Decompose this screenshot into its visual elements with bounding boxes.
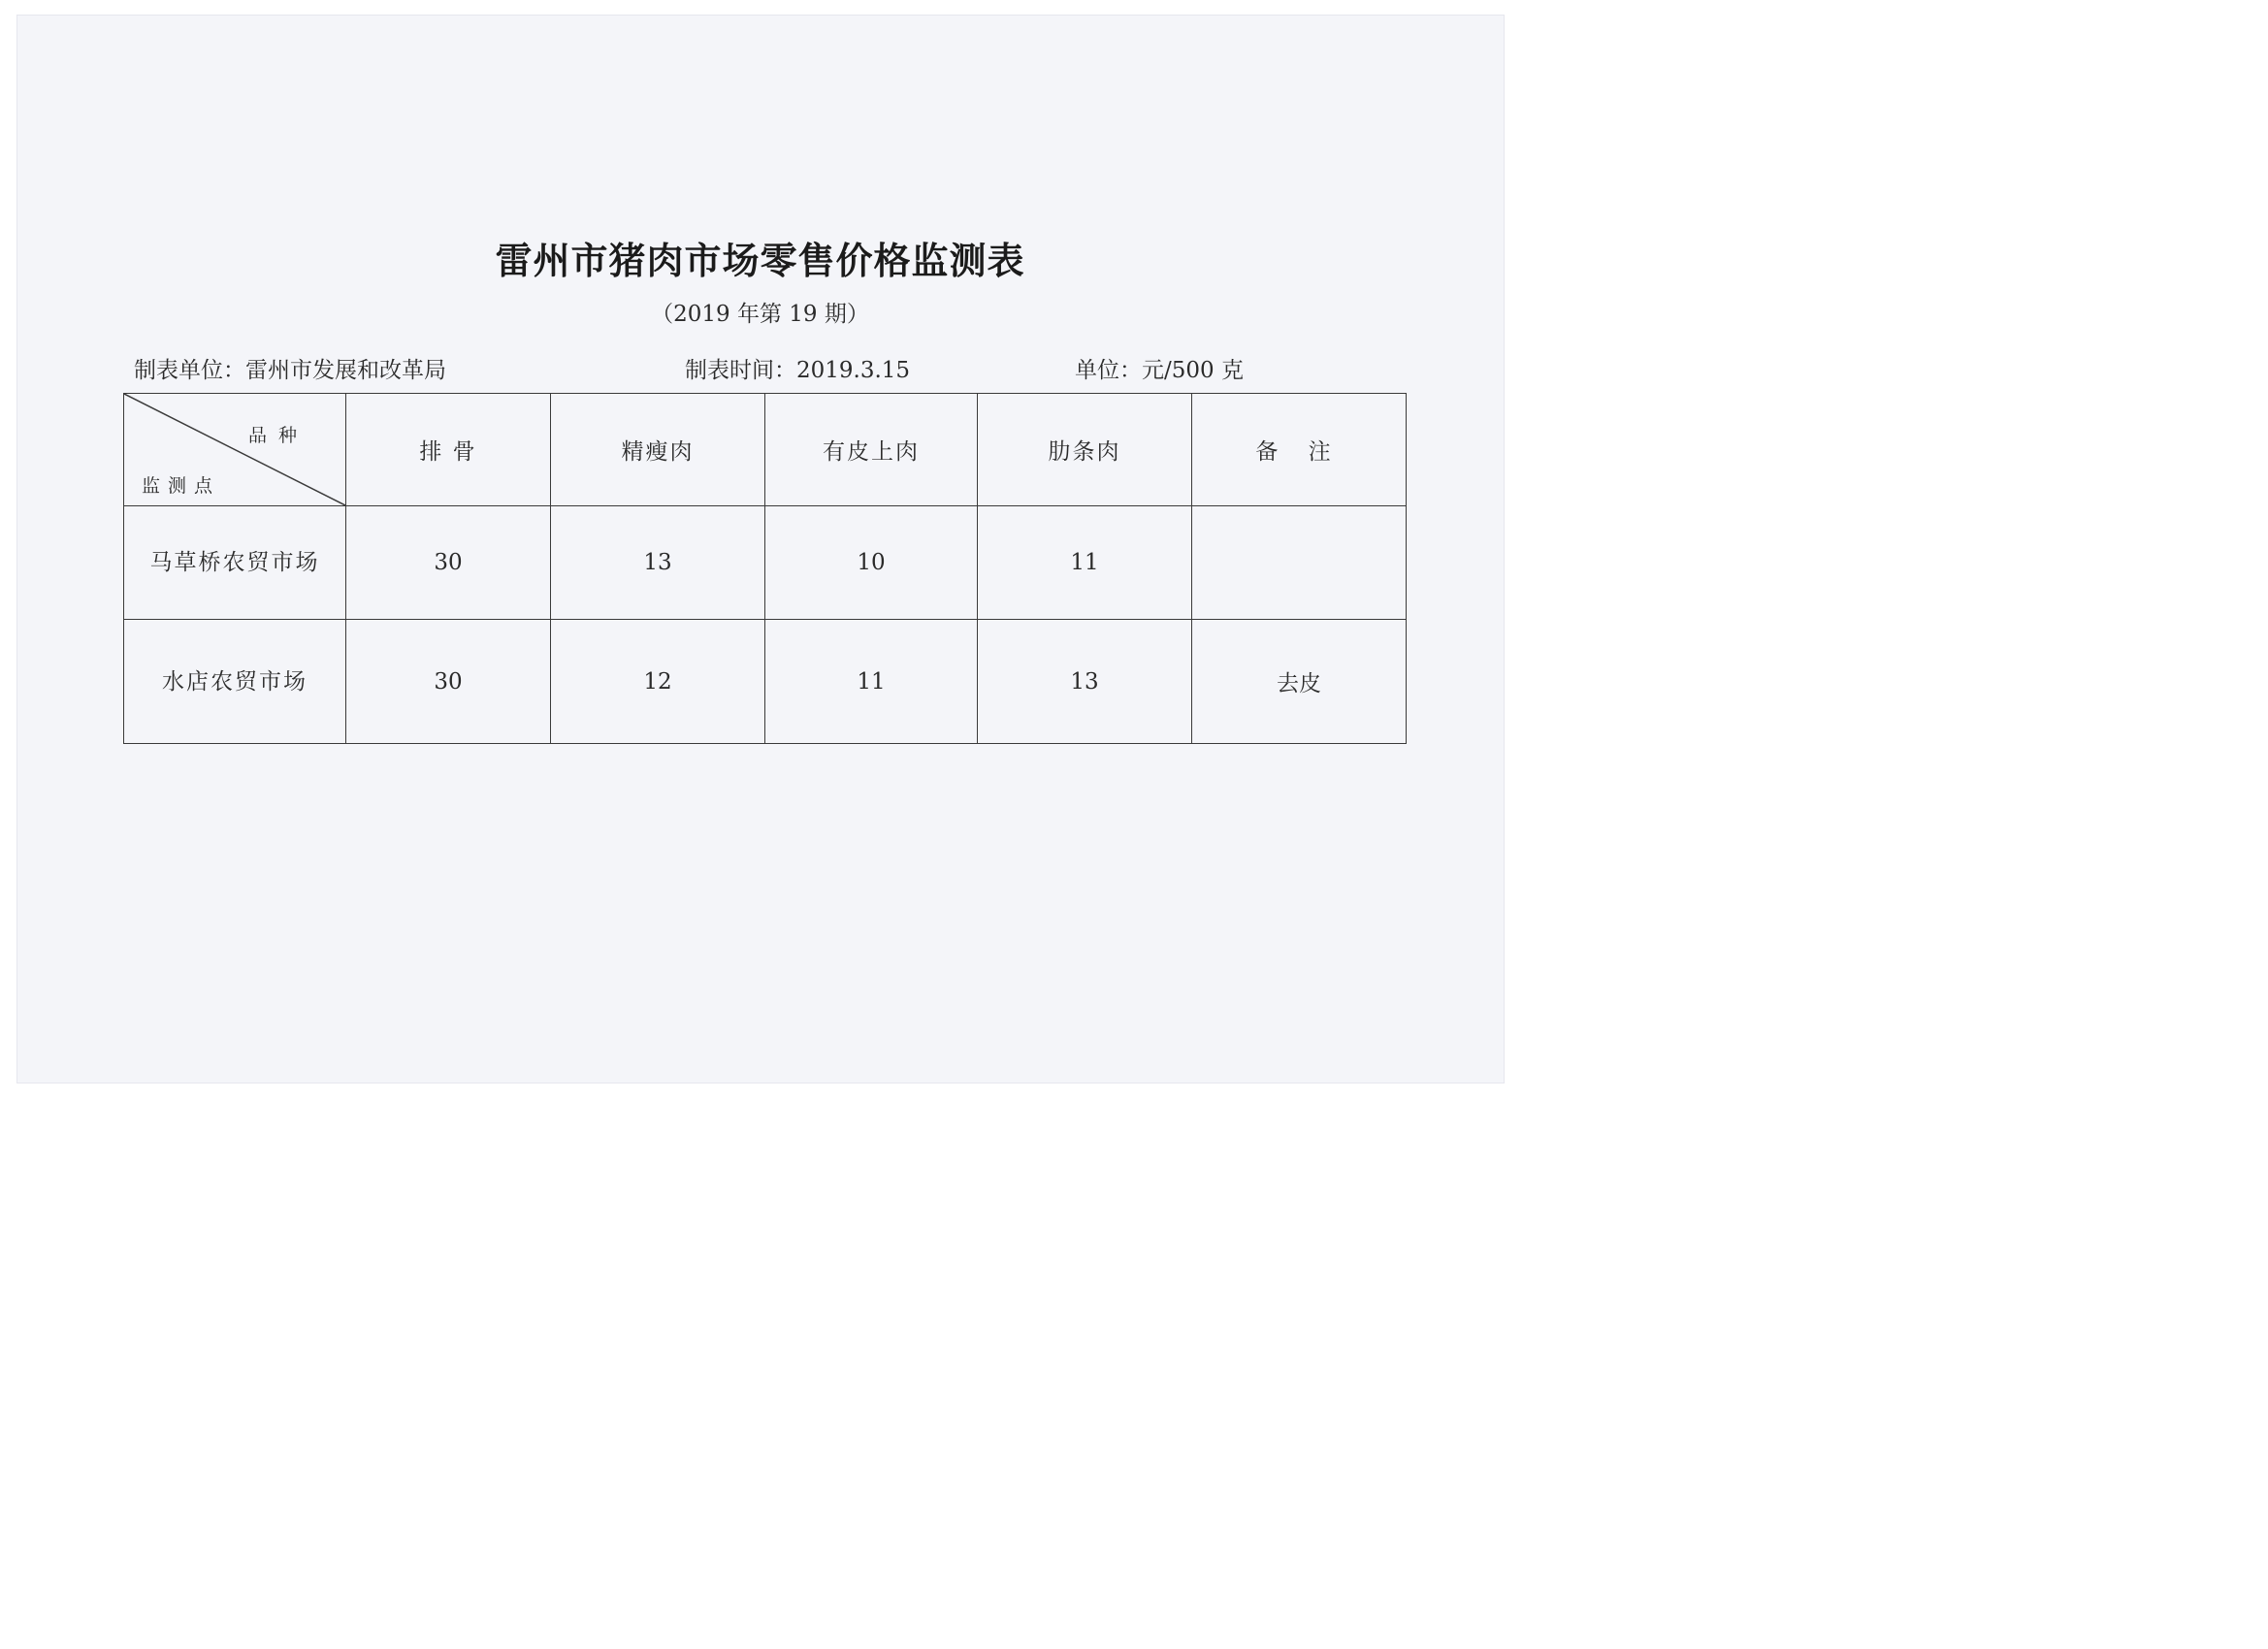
monitoring-point-label: 监测点 [142,475,221,497]
remark-cell [1192,506,1407,620]
price-cell: 12 [551,620,765,744]
column-header-remarks: 备 注 [1192,394,1407,506]
document-title: 雷州市猪肉市场零售价格监测表 [495,240,1025,282]
remark-cell: 去皮 [1192,620,1407,744]
location-cell: 水店农贸市场 [124,620,346,744]
issue-subtitle: （2019 年第 19 期） [651,302,869,327]
variety-label: 品种 [247,425,308,446]
issuing-unit: 制表单位：雷州市发展和改革局 [134,358,446,383]
table-row [124,506,1407,620]
table-header-row [124,394,1407,506]
column-header-spareribs: 排 骨 [346,394,551,506]
column-header-skin-on-pork: 有皮上肉 [765,394,978,506]
price-cell: 13 [978,620,1192,744]
location-cell: 马草桥农贸市场 [124,506,346,620]
price-cell: 13 [551,506,765,620]
price-cell: 10 [765,506,978,620]
table-row [124,620,1407,744]
price-cell: 30 [346,620,551,744]
price-unit: 单位：元/500 克 [1075,358,1244,383]
column-header-lean-pork: 精瘦肉 [551,394,765,506]
column-header-rib-strip: 肋条肉 [978,394,1192,506]
price-cell: 11 [978,506,1192,620]
price-table [123,393,1407,744]
corner-header-cell [124,394,346,506]
issue-date: 制表时间：2019.3.15 [685,358,911,383]
price-cell: 11 [765,620,978,744]
price-cell: 30 [346,506,551,620]
